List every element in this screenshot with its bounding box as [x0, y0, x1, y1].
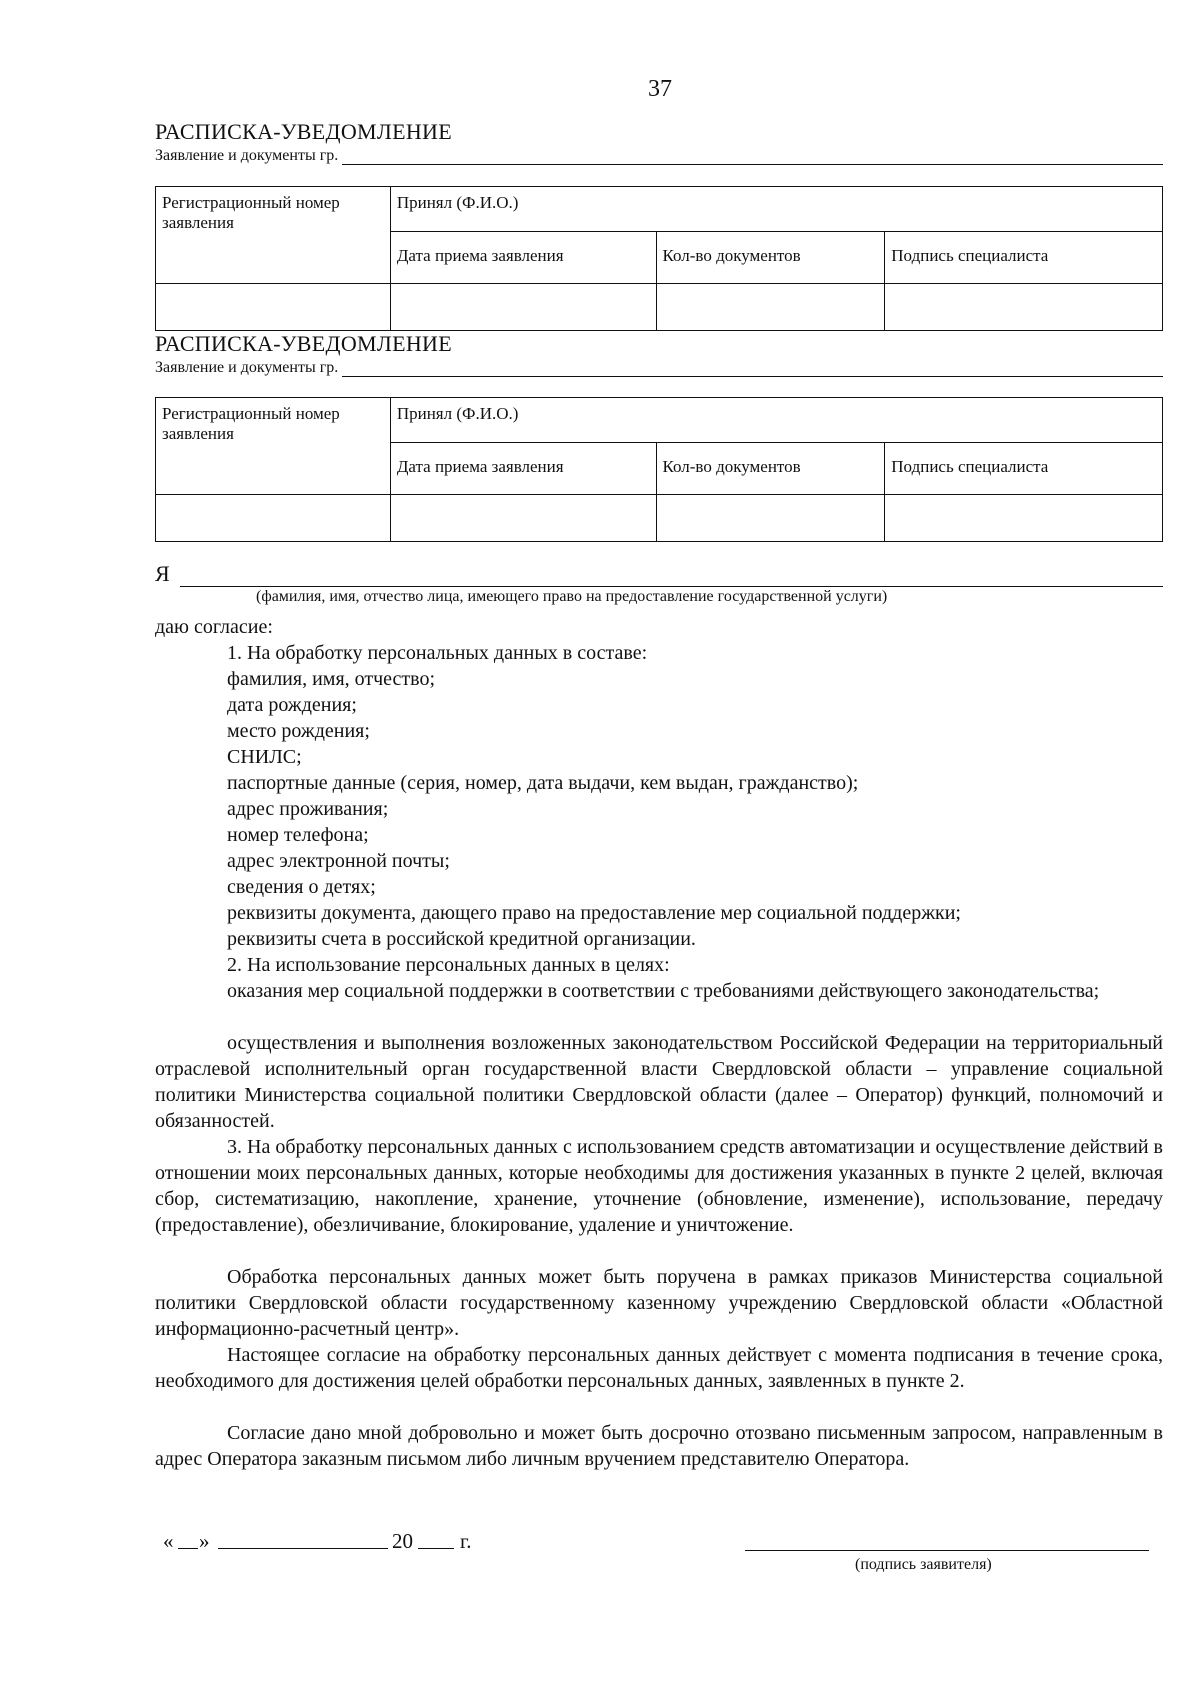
data-item: СНИЛС; — [227, 746, 302, 768]
receipt-1-name-field[interactable] — [342, 150, 1163, 165]
receipt-1-count-cell[interactable] — [656, 284, 885, 331]
signature-field[interactable] — [745, 1550, 1149, 1551]
receipt-1-title: РАСПИСКА-УВЕДОМЛЕНИЕ — [155, 119, 452, 144]
receipt-2-date-cell[interactable] — [390, 495, 656, 542]
receipt-2-date-header: Дата приема заявления — [390, 443, 656, 495]
receipt-2-count-cell[interactable] — [656, 495, 885, 542]
date-day-field[interactable] — [178, 1548, 198, 1549]
receipt-1-count-header: Кол-во документов — [656, 232, 885, 284]
date-year-suffix: г. — [460, 1529, 472, 1553]
receipt-2-reg-number-cell[interactable] — [156, 495, 391, 542]
receipt-1-accepted-by-header: Принял (Ф.И.О.) — [390, 187, 1162, 232]
receipt-2-title: РАСПИСКА-УВЕДОМЛЕНИЕ — [155, 331, 452, 356]
receipt-2-table — [155, 397, 1163, 542]
consent-name-row — [155, 561, 1163, 587]
receipt-2-accepted-by-header: Принял (Ф.И.О.) — [390, 398, 1162, 443]
receipt-1-signature-header: Подпись специалиста — [885, 232, 1163, 284]
signature-hint: (подпись заявителя) — [855, 1556, 992, 1573]
consent-i-label: Я — [155, 561, 170, 586]
date-open-quote: « — [163, 1529, 174, 1553]
receipt-2-signature-cell[interactable] — [885, 495, 1163, 542]
receipt-2-name-field[interactable] — [342, 362, 1163, 377]
receipt-1-reg-number-cell[interactable] — [156, 284, 391, 331]
data-item: паспортные данные (серия, номер, дата выдачи, кем выдан, гражданство); — [227, 772, 859, 794]
consent-processing-paragraph: Обработка персональных данных может быть поручена в рамках приказов Министерства социальной политики Свердловской области государственному казенному учреждению Свердловской области «Областной информационно-расчетный центр». — [155, 1266, 1163, 1340]
receipt-1-subtitle: Заявление и документы гр. — [155, 147, 339, 164]
receipt-2-count-header: Кол-во документов — [656, 443, 885, 495]
receipt-1-date-cell[interactable] — [390, 284, 656, 331]
data-item: фамилия, имя, отчество; — [227, 668, 436, 690]
receipt-1-subtitle-row — [155, 147, 1163, 165]
receipt-2-subtitle: Заявление и документы гр. — [155, 359, 339, 376]
data-item: дата рождения; — [227, 694, 357, 716]
consent-name-field[interactable] — [180, 568, 1163, 587]
consent-purpose-2: осуществления и выполнения возложенных законодательством Российской Федерации на территориальный отраслевой исполнительный орган государственной власти Свердловской области – управление социальной политики Министерства социальной политики Свердловской области (далее – Оператор) функций, полномочий и обязанностей. — [155, 1032, 1163, 1132]
consent-name-hint: (фамилия, имя, отчество лица, имеющего право на предоставление государственной услуги) — [256, 588, 888, 605]
receipt-2-subtitle-row — [155, 359, 1163, 377]
receipt-1-reg-number-header: Регистрационный номер заявления — [156, 187, 391, 284]
date-year-field[interactable] — [418, 1548, 454, 1549]
consent-purpose-1: оказания мер социальной поддержки в соответствии с требованиями действующего законодательства; — [227, 980, 1100, 1002]
data-item: реквизиты документа, дающего право на предоставление мер социальной поддержки; — [227, 902, 961, 924]
consent-data-list — [227, 666, 1163, 952]
receipt-2-reg-number-header: Регистрационный номер заявления — [156, 398, 391, 495]
receipt-1-date-header: Дата приема заявления — [390, 232, 656, 284]
data-item: адрес электронной почты; — [227, 850, 450, 872]
page-number: 37 — [648, 76, 672, 102]
data-item: сведения о детях; — [227, 876, 376, 898]
data-item: реквизиты счета в российской кредитной организации. — [227, 928, 696, 950]
receipt-1-signature-cell[interactable] — [885, 284, 1163, 331]
data-item: номер телефона; — [227, 824, 369, 846]
consent-validity-paragraph: Настоящее согласие на обработку персональных данных действует с момента подписания в течение срока, необходимого для достижения целей обработки персональных данных, заявленных в пункте 2. — [155, 1344, 1163, 1392]
receipt-2-signature-header: Подпись специалиста — [885, 443, 1163, 495]
date-year-prefix: 20 — [392, 1529, 413, 1553]
date-close-quote: » — [199, 1529, 210, 1553]
data-item: место рождения; — [227, 720, 370, 742]
receipt-1-table — [155, 186, 1163, 331]
data-item: адрес проживания; — [227, 798, 389, 820]
consent-voluntary-paragraph: Согласие дано мной добровольно и может быть досрочно отозвано письменным запросом, направленным в адрес Оператора заказным письмом либо личным вручением представителю Оператора. — [155, 1422, 1163, 1470]
consent-item1-title: 1. На обработку персональных данных в составе: — [227, 642, 648, 664]
consent-item2-title: 2. На использование персональных данных в целях: — [227, 954, 670, 976]
date-month-field[interactable] — [218, 1548, 388, 1549]
consent-item3: 3. На обработку персональных данных с использованием средств автоматизации и осуществление действий в отношении моих персональных данных, которые необходимы для достижения указанных в пункте 2 целей, включая сбор, систематизацию, накопление, хранение, уточнение (обновление, изменение), использование, передачу (предоставление), обезличивание, блокирование, удаление и уничтожение. — [155, 1136, 1163, 1236]
consent-give-label: даю согласие: — [155, 616, 273, 638]
